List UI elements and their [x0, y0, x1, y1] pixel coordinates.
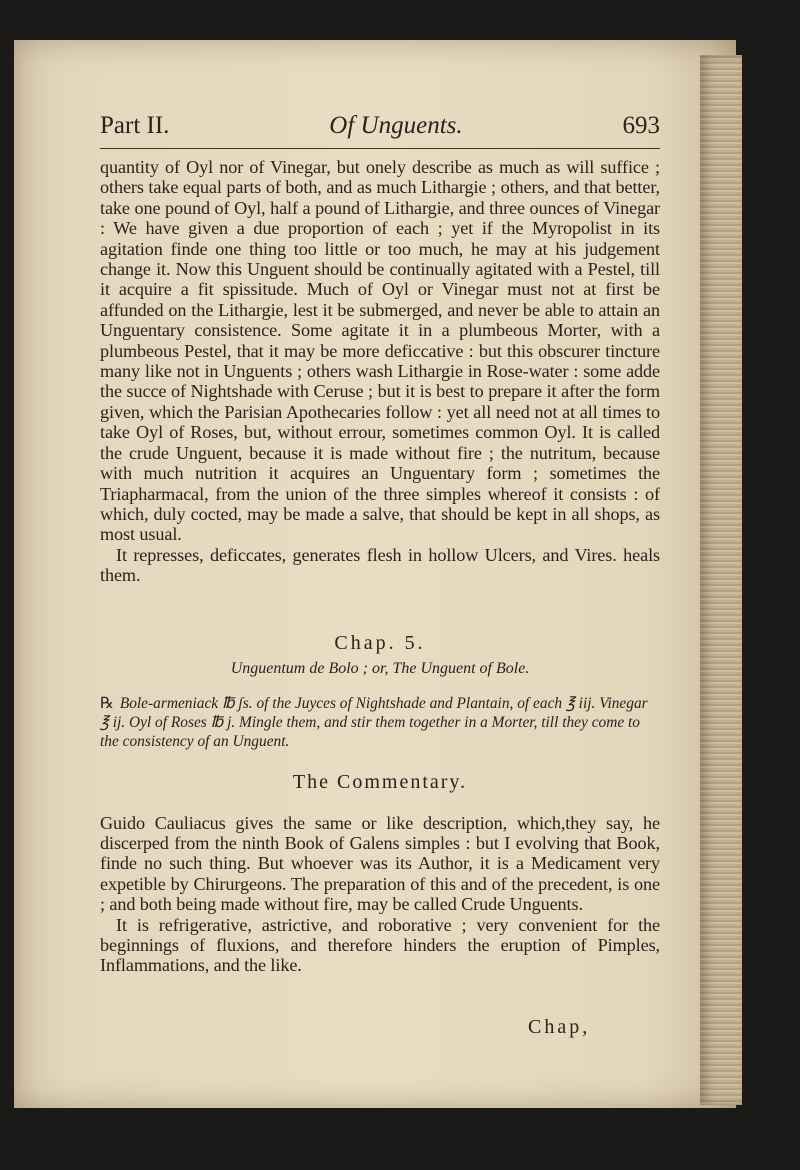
recipe-text: Bole-armeniack ℔ ʃs. of the Juyces of Nightshade and Plantain, of each ℥ iij. Vinegar ℥ ij. Oyl of Roses ℔ j. Mingle them, and stir them together in a Morter, till they come to the consistency of an Unguent.	[100, 694, 648, 750]
chapter-subtitle: Unguentum de Bolo ; or, The Unguent of Bole.	[230, 659, 530, 677]
recipe	[100, 694, 660, 751]
chapter-heading: Chap. 5.	[334, 631, 426, 654]
commentary-paragraph: It is refrigerative, astrictive, and roborative ; very convenient for the beginnings of fluxions, and therefore hinders the eruption of Pimples, Inflammations, and the like.	[100, 914, 660, 976]
recipe-symbol: ℞	[100, 694, 114, 712]
page-number: 693	[622, 112, 660, 139]
running-title: Of Unguents.	[329, 112, 463, 139]
page-edges	[700, 55, 742, 1105]
commentary-heading: The Commentary.	[292, 770, 468, 793]
catchword: Chap,	[528, 1016, 591, 1038]
page-text-block	[100, 112, 660, 976]
commentary-paragraph: Guido Cauliacus gives the same or like description, which,they say, he discerped from the ninth Book of Galens simples : but I evolving that Book, finde no such thing. But whoever was its Author, it is a Medicament very expetible by Chirurgeons. The preparation of this and of the precedent, is one ; and both being made without fire, may be called Crude Unguents.	[100, 812, 660, 915]
paragraph: It represses, deficcates, generates flesh in hollow Ulcers, and Vires. heals them.	[100, 544, 660, 586]
part-label: Part II.	[100, 112, 170, 139]
running-header	[100, 112, 660, 149]
paragraph: quantity of Oyl nor of Vinegar, but onely describe as much as will suffice ; others take equal parts of both, and as much Lithargie ; others, and that better, take one pound of Oyl, half a pound of Lithargie, and three ounces of Vinegar : We have given a due proportion of each ; yet if the Myropolist in its agitation finde one thing too little or too much, he may at his judgement change it. Now this Unguent should be continually agitated with a Pestel, till it acquire a fit spissitude. Much of Oyl or Vinegar must not at first be affunded on the Lithargie, lest it be submerged, and never be able to attain an Unguentary consistence. Some agitate it in a plumbeous Morter, with a plumbeous Pestel, that it may be more deficcative : but this obscurer tincture many like not in Unguents ; others wash Lithargie in Rose-water : some adde the succe of Nightshade with Ceruse ; but it is best to prepare it after the form given, which the Parisian Apothecaries follow : yet all need not at all times to take Oyl of Roses, but, without errour, sometimes common Oyl. It is called the crude Unguent, because it is made without fire ; the nutritum, because with much nutrition it acquires an Unguentary form ; sometimes the Triapharmacal, from the union of the three simples whereof it consists : of which, duly cocted, may be made a salve, that should be kept in all shops, as most usual.	[100, 157, 660, 545]
